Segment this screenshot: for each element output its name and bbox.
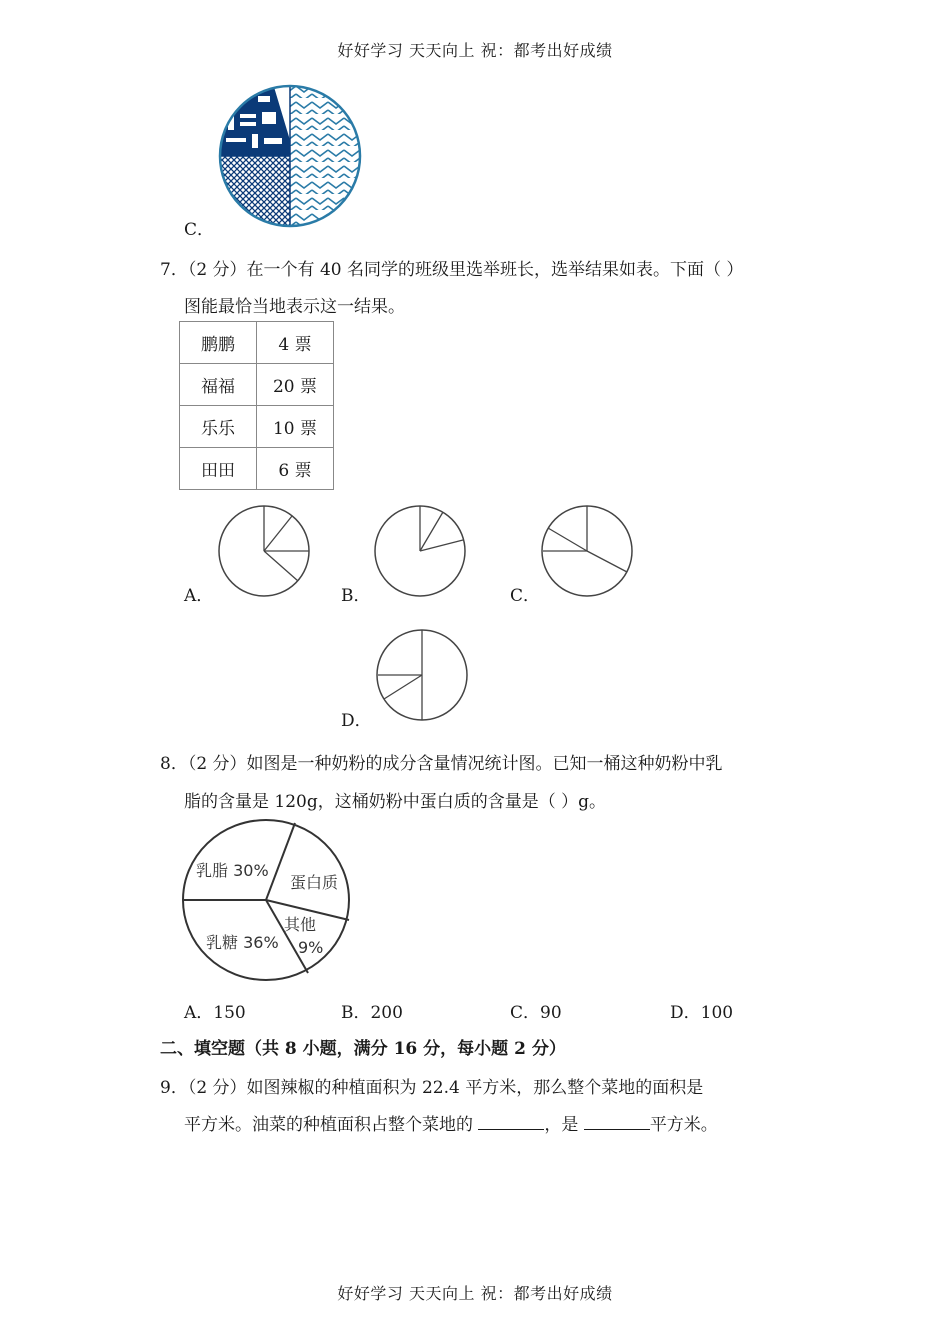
table-cell-votes: 10 票 xyxy=(257,406,334,448)
q6-option-c-figure xyxy=(216,82,366,232)
table-cell-votes: 4 票 xyxy=(257,322,334,364)
table-row xyxy=(180,322,334,364)
page-footer: 好好学习 天天向上 祝：都考出好成绩 xyxy=(337,1284,613,1303)
q8-option-c: C．90 xyxy=(510,1003,562,1023)
slice-label-lactose: 乳糖 36% xyxy=(206,933,279,952)
q8-text-line2: 脂的含量是 120g，这桶奶粉中蛋白质的含量是（ ）g。 xyxy=(184,792,607,812)
q6-option-c-label: C． xyxy=(184,220,215,240)
q7-option-c-pie xyxy=(540,504,636,600)
q8-pie-chart xyxy=(180,818,356,984)
q7-option-a-label: A． xyxy=(184,586,214,606)
q9-answer-blank-2[interactable] xyxy=(584,1115,650,1130)
q7-text-line1: 7．（2 分）在一个有 40 名同学的班级里选举班长，选举结果如表。下面（ ） xyxy=(160,260,744,280)
q7-option-b-label: B． xyxy=(341,586,371,606)
page-header: 好好学习 天天向上 祝：都考出好成绩 xyxy=(337,41,613,60)
q7-option-d-pie xyxy=(375,628,471,724)
q8-option-a: A．150 xyxy=(184,1003,246,1023)
table-row xyxy=(180,448,334,490)
q9-text-part3: 平方米。 xyxy=(649,1115,718,1135)
q7-vote-table xyxy=(179,321,334,490)
table-cell-name: 福福 xyxy=(180,364,257,406)
q8-option-b: B．200 xyxy=(341,1003,403,1023)
q7-option-d-label: D． xyxy=(341,711,372,731)
table-cell-votes: 6 票 xyxy=(257,448,334,490)
table-cell-name: 乐乐 xyxy=(180,406,257,448)
q7-option-a-pie xyxy=(216,504,312,600)
table-cell-name: 田田 xyxy=(180,448,257,490)
q9-text-part1: 平方米。油菜的种植面积占整个菜地的 xyxy=(184,1115,479,1135)
q9-text-line2 xyxy=(184,1110,718,1135)
table-row xyxy=(180,406,334,448)
section-title: 二、填空题（共 8 小题，满分 16 分，每小题 2 分） xyxy=(160,1039,566,1059)
table-row xyxy=(180,364,334,406)
table-cell-votes: 20 票 xyxy=(257,364,334,406)
q9-text-line1: 9．（2 分）如图辣椒的种植面积为 22.4 平方米，那么整个菜地的面积是 xyxy=(160,1078,704,1098)
q9-answer-blank-1[interactable] xyxy=(478,1115,544,1130)
slice-label-other: 其他 xyxy=(284,915,317,934)
q9-text-part2: ，是 xyxy=(544,1115,584,1135)
slice-label-protein: 蛋白质 xyxy=(290,873,339,892)
slice-label-other-pct: 9% xyxy=(298,938,324,957)
q8-text-line1: 8．（2 分）如图是一种奶粉的成分含量情况统计图。已知一桶这种奶粉中乳 xyxy=(160,754,723,774)
q7-option-c-label: C． xyxy=(510,586,541,606)
q7-text-line2: 图能最恰当地表示这一结果。 xyxy=(184,297,405,317)
q7-option-b-pie xyxy=(373,504,469,600)
q8-option-d: D．100 xyxy=(670,1003,734,1023)
slice-label-fat: 乳脂 30% xyxy=(196,861,269,880)
table-cell-name: 鹏鹏 xyxy=(180,322,257,364)
